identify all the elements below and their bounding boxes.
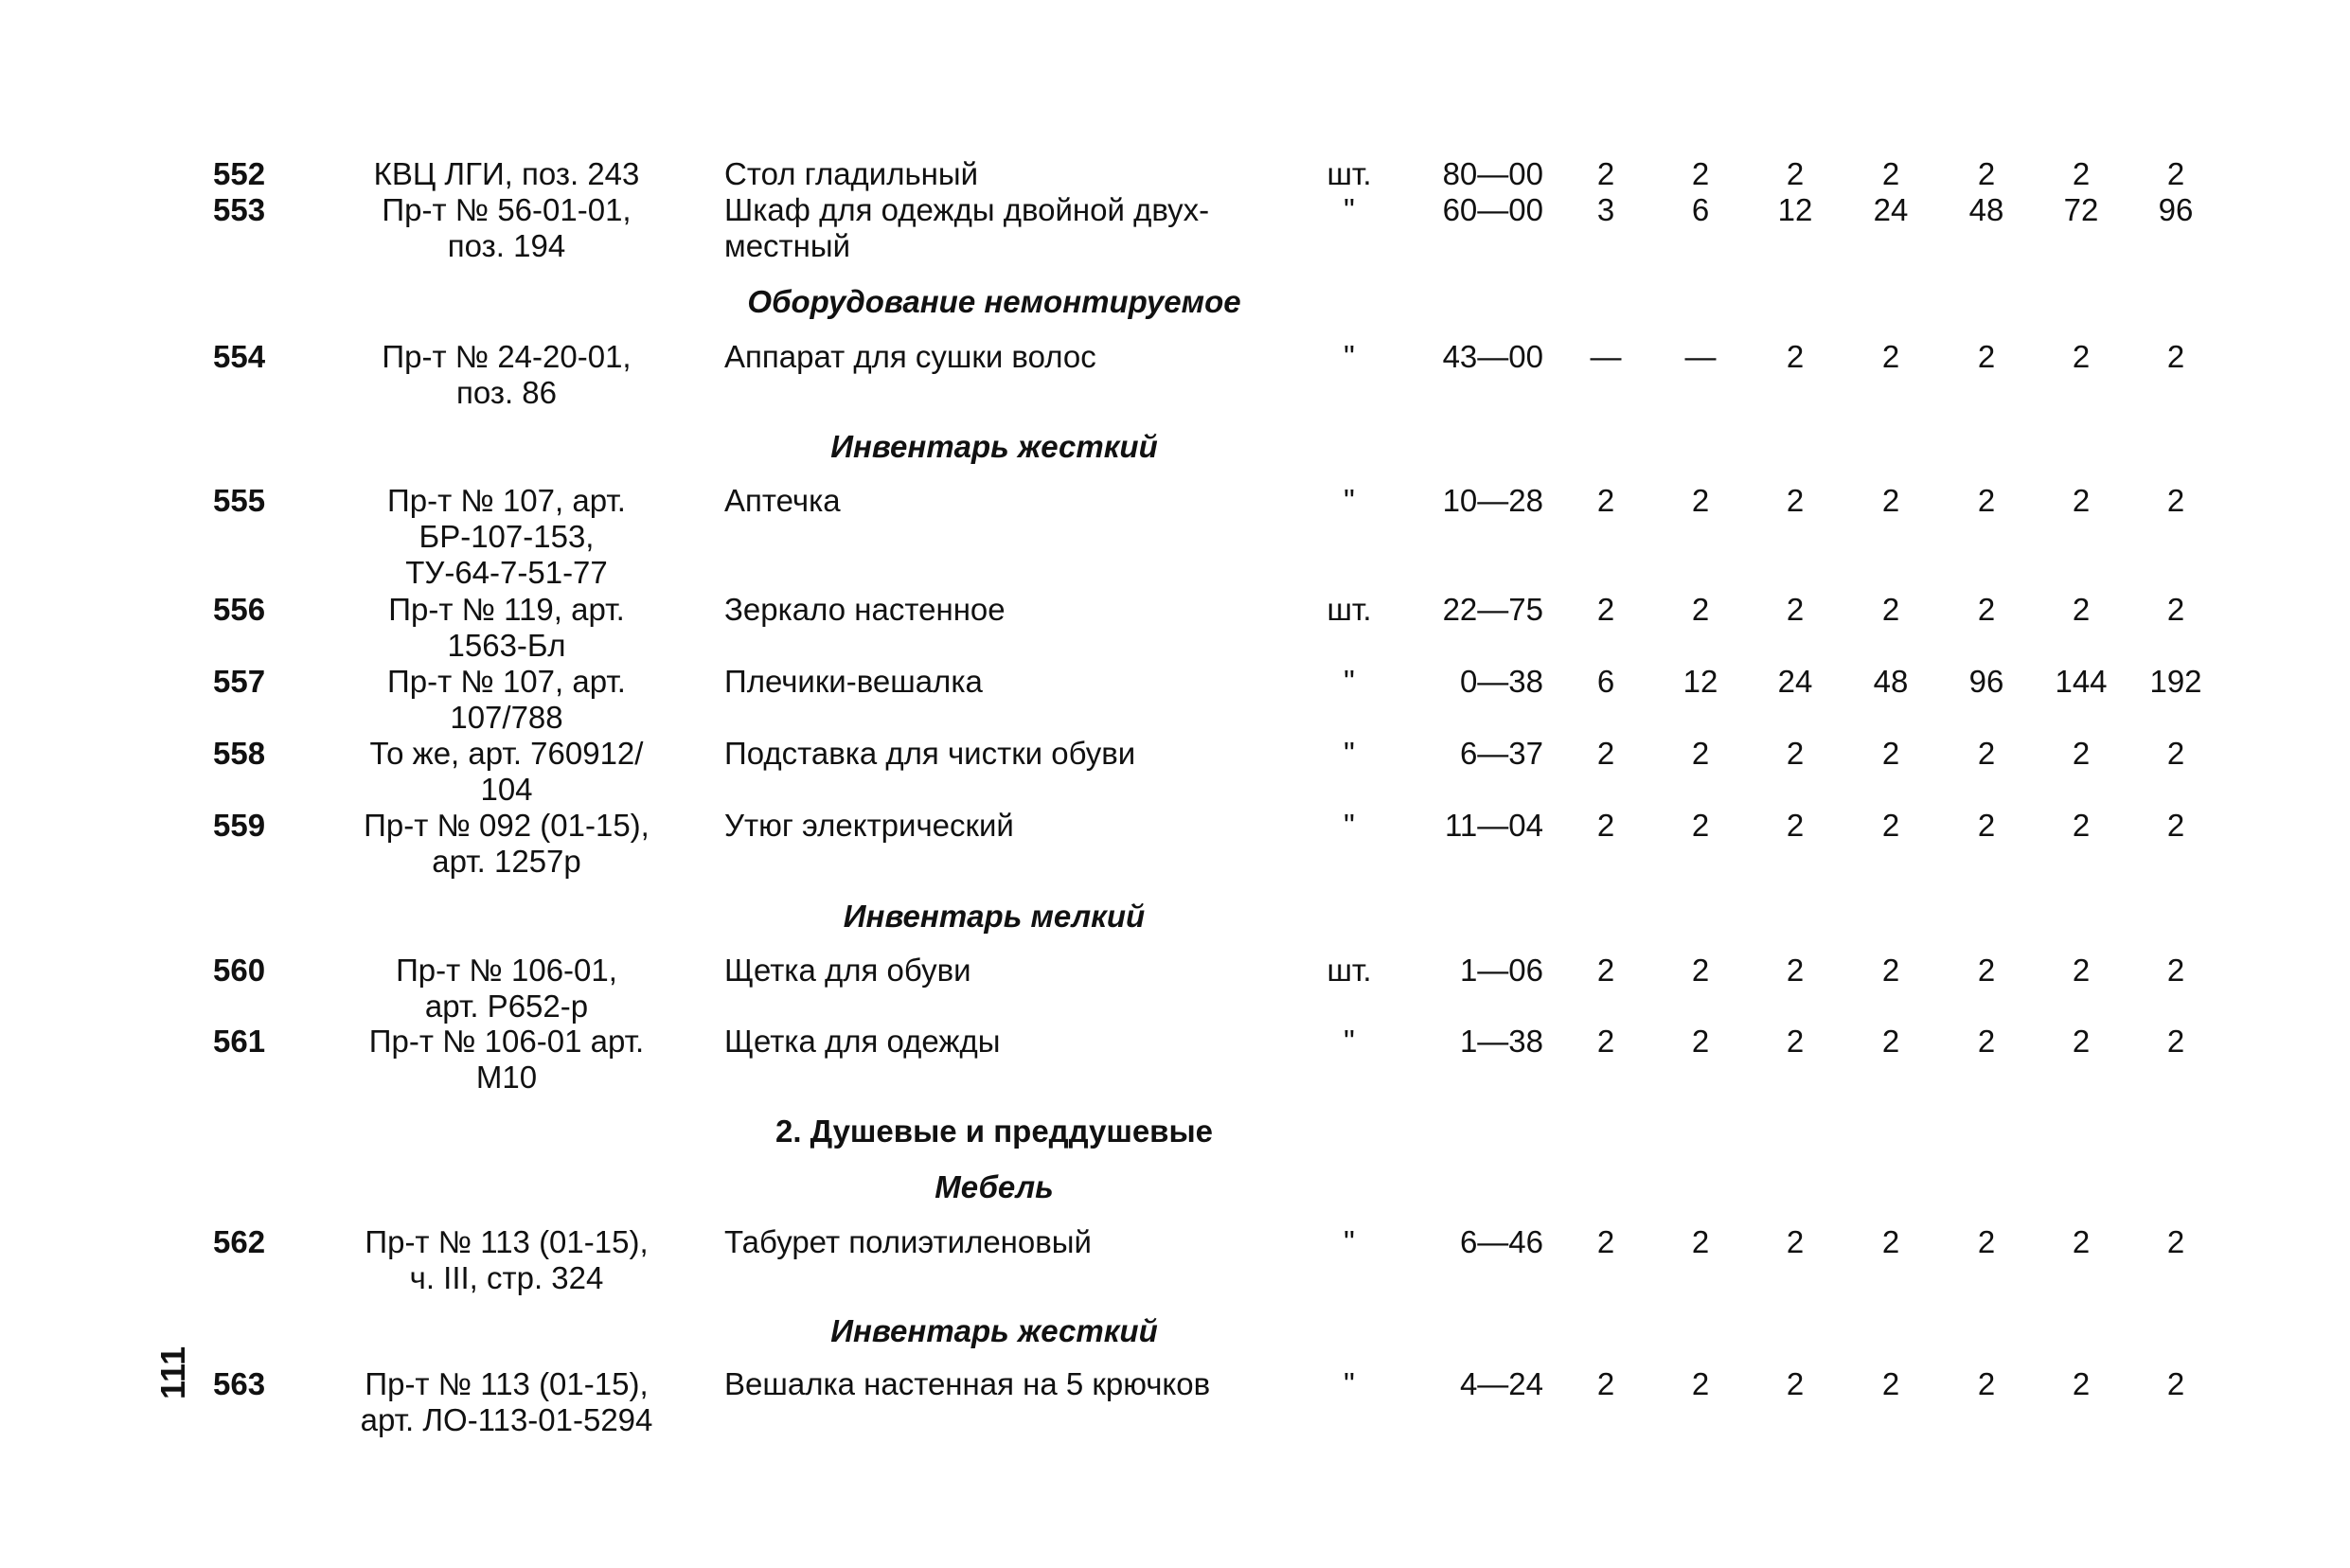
section-heading: 2. Душевые и преддушевые bbox=[774, 1114, 1214, 1149]
quantity-cell: 2 bbox=[2166, 156, 2185, 191]
item-number: 560 bbox=[213, 953, 266, 988]
quantity-cell: 2 bbox=[1786, 339, 1805, 374]
quantity-cell: 2 bbox=[1596, 156, 1615, 191]
quantity-cell: 2 bbox=[2166, 592, 2185, 627]
quantity-cell: — bbox=[1590, 339, 1622, 374]
quantity-cell: 2 bbox=[1691, 736, 1710, 771]
quantity-cell: 2 bbox=[1786, 592, 1805, 627]
quantity-cell: 2 bbox=[1691, 156, 1710, 191]
item-unit: " bbox=[1344, 1024, 1355, 1059]
item-number: 558 bbox=[213, 736, 266, 771]
quantity-cell: 2 bbox=[2166, 1366, 2185, 1401]
item-unit: " bbox=[1344, 1366, 1355, 1401]
item-number: 561 bbox=[213, 1024, 266, 1059]
item-unit: " bbox=[1344, 339, 1355, 374]
subsection-heading: Инвентарь жесткий bbox=[830, 429, 1158, 464]
quantity-cell: 72 bbox=[2063, 192, 2099, 227]
quantity-cell: 2 bbox=[1977, 156, 1996, 191]
quantity-cell: 2 bbox=[1596, 736, 1615, 771]
item-name: Плечики-вешалка bbox=[724, 664, 983, 699]
item-unit: шт. bbox=[1326, 592, 1372, 627]
quantity-cell: 2 bbox=[1881, 1024, 1900, 1059]
quantity-cell: 2 bbox=[1881, 808, 1900, 843]
quantity-cell: 2 bbox=[1596, 953, 1615, 988]
item-unit: " bbox=[1344, 664, 1355, 699]
item-number: 556 bbox=[213, 592, 266, 627]
quantity-cell: 2 bbox=[1881, 1224, 1900, 1259]
quantity-cell: 2 bbox=[1977, 736, 1996, 771]
item-reference: Пр-т № 24-20-01, поз. 86 bbox=[382, 339, 632, 410]
quantity-cell: 2 bbox=[1786, 1024, 1805, 1059]
quantity-cell: 2 bbox=[2166, 953, 2185, 988]
quantity-cell: 2 bbox=[1786, 483, 1805, 518]
page-number: 111 bbox=[153, 1345, 192, 1399]
quantity-cell: 2 bbox=[1881, 156, 1900, 191]
quantity-cell: 2 bbox=[2166, 339, 2185, 374]
quantity-cell: 2 bbox=[1691, 808, 1710, 843]
quantity-cell: 2 bbox=[1977, 1024, 1996, 1059]
item-unit: " bbox=[1344, 736, 1355, 771]
quantity-cell: 12 bbox=[1777, 192, 1813, 227]
item-price: 1—06 bbox=[1459, 953, 1543, 988]
item-name: Утюг электрический bbox=[724, 808, 1014, 843]
item-unit: " bbox=[1344, 483, 1355, 518]
item-price: 6—46 bbox=[1459, 1224, 1543, 1259]
quantity-cell: 2 bbox=[2166, 736, 2185, 771]
quantity-cell: 2 bbox=[1881, 483, 1900, 518]
item-reference: Пр-т № 113 (01-15), арт. ЛО-113-01-5294 bbox=[360, 1366, 653, 1437]
quantity-cell: 2 bbox=[2072, 1024, 2091, 1059]
item-price: 43—00 bbox=[1442, 339, 1543, 374]
item-number: 562 bbox=[213, 1224, 266, 1259]
item-unit: шт. bbox=[1326, 156, 1372, 191]
quantity-cell: 2 bbox=[1881, 1366, 1900, 1401]
quantity-cell: 24 bbox=[1777, 664, 1813, 699]
quantity-cell: 2 bbox=[1786, 1366, 1805, 1401]
item-price: 22—75 bbox=[1442, 592, 1543, 627]
quantity-cell: 2 bbox=[1977, 339, 1996, 374]
item-number: 559 bbox=[213, 808, 266, 843]
quantity-cell: 144 bbox=[2055, 664, 2108, 699]
item-unit: шт. bbox=[1326, 953, 1372, 988]
quantity-cell: 2 bbox=[2072, 483, 2091, 518]
quantity-cell: 2 bbox=[1786, 1224, 1805, 1259]
quantity-cell: 2 bbox=[1786, 808, 1805, 843]
quantity-cell: 2 bbox=[1691, 953, 1710, 988]
item-number: 553 bbox=[213, 192, 266, 227]
quantity-cell: 2 bbox=[2072, 736, 2091, 771]
subsection-heading: Мебель bbox=[935, 1169, 1054, 1204]
item-number: 563 bbox=[213, 1366, 266, 1401]
item-unit: " bbox=[1344, 808, 1355, 843]
item-unit: " bbox=[1344, 192, 1355, 227]
quantity-cell: 2 bbox=[2166, 1024, 2185, 1059]
quantity-cell: 2 bbox=[1691, 1024, 1710, 1059]
quantity-cell: 2 bbox=[1596, 808, 1615, 843]
quantity-cell: 2 bbox=[1691, 1224, 1710, 1259]
quantity-cell: 24 bbox=[1873, 192, 1909, 227]
quantity-cell: 2 bbox=[2072, 953, 2091, 988]
quantity-cell: 96 bbox=[1968, 664, 2004, 699]
quantity-cell: 2 bbox=[1881, 592, 1900, 627]
item-name: Аптечка bbox=[724, 483, 841, 518]
quantity-cell: 96 bbox=[2158, 192, 2194, 227]
quantity-cell: 2 bbox=[2166, 808, 2185, 843]
item-reference: Пр-т № 106-01 арт. М10 bbox=[368, 1024, 645, 1095]
quantity-cell: 2 bbox=[2072, 156, 2091, 191]
quantity-cell: 2 bbox=[1881, 339, 1900, 374]
quantity-cell: 6 bbox=[1691, 192, 1710, 227]
quantity-cell: 2 bbox=[1977, 1224, 1996, 1259]
item-reference: КВЦ ЛГИ, поз. 243 bbox=[373, 156, 640, 191]
quantity-cell: 2 bbox=[1596, 1024, 1615, 1059]
quantity-cell: 2 bbox=[1596, 1366, 1615, 1401]
quantity-cell: — bbox=[1684, 339, 1717, 374]
item-name: Шкаф для одежды двойной двух- местный bbox=[724, 192, 1210, 263]
quantity-cell: 2 bbox=[2166, 483, 2185, 518]
subsection-heading: Инвентарь мелкий bbox=[843, 899, 1146, 934]
item-reference: То же, арт. 760912/ 104 bbox=[369, 736, 644, 807]
quantity-cell: 2 bbox=[1596, 1224, 1615, 1259]
item-name: Подставка для чистки обуви bbox=[724, 736, 1136, 771]
item-name: Аппарат для сушки волос bbox=[724, 339, 1096, 374]
quantity-cell: 12 bbox=[1682, 664, 1718, 699]
table-row bbox=[0, 1366, 2350, 1480]
item-reference: Пр-т № 113 (01-15), ч. III, стр. 324 bbox=[365, 1224, 649, 1295]
quantity-cell: 2 bbox=[1596, 483, 1615, 518]
quantity-cell: 2 bbox=[2072, 339, 2091, 374]
quantity-cell: 192 bbox=[2149, 664, 2202, 699]
quantity-cell: 2 bbox=[1977, 953, 1996, 988]
quantity-cell: 2 bbox=[1977, 483, 1996, 518]
item-reference: Пр-т № 106-01, арт. Р652-р bbox=[396, 953, 617, 1024]
quantity-cell: 2 bbox=[1977, 808, 1996, 843]
quantity-cell: 2 bbox=[1691, 1366, 1710, 1401]
quantity-cell: 2 bbox=[1786, 953, 1805, 988]
subsection-heading: Инвентарь жесткий bbox=[830, 1313, 1158, 1348]
quantity-cell: 2 bbox=[1977, 592, 1996, 627]
item-name: Щетка для обуви bbox=[724, 953, 971, 988]
table-row bbox=[0, 483, 2350, 597]
item-reference: Пр-т № 107, арт. БР-107-153, ТУ-64-7-51-77 bbox=[387, 483, 626, 590]
item-reference: Пр-т № 107, арт. 107/788 bbox=[387, 664, 626, 735]
quantity-cell: 2 bbox=[1881, 736, 1900, 771]
item-price: 0—38 bbox=[1459, 664, 1543, 699]
item-price: 11—04 bbox=[1445, 808, 1543, 843]
quantity-cell: 3 bbox=[1596, 192, 1615, 227]
item-price: 1—38 bbox=[1459, 1024, 1543, 1059]
quantity-cell: 2 bbox=[2072, 1224, 2091, 1259]
quantity-cell: 2 bbox=[1691, 483, 1710, 518]
item-number: 555 bbox=[213, 483, 266, 518]
item-number: 557 bbox=[213, 664, 266, 699]
item-reference: Пр-т № 092 (01-15), арт. 1257р bbox=[364, 808, 650, 879]
item-unit: " bbox=[1344, 1224, 1355, 1259]
item-price: 60—00 bbox=[1442, 192, 1543, 227]
item-number: 552 bbox=[213, 156, 266, 191]
quantity-cell: 2 bbox=[2072, 1366, 2091, 1401]
quantity-cell: 2 bbox=[1977, 1366, 1996, 1401]
subsection-heading: Оборудование немонтируемое bbox=[747, 284, 1241, 319]
item-price: 10—28 bbox=[1442, 483, 1543, 518]
quantity-cell: 48 bbox=[1968, 192, 2004, 227]
item-price: 4—24 bbox=[1459, 1366, 1543, 1401]
quantity-cell: 6 bbox=[1596, 664, 1615, 699]
item-name: Зеркало настенное bbox=[724, 592, 1006, 627]
quantity-cell: 2 bbox=[1786, 736, 1805, 771]
quantity-cell: 2 bbox=[1596, 592, 1615, 627]
quantity-cell: 2 bbox=[1786, 156, 1805, 191]
item-reference: Пр-т № 119, арт. 1563-Бл bbox=[388, 592, 625, 663]
item-name: Щетка для одежды bbox=[724, 1024, 1001, 1059]
quantity-cell: 2 bbox=[1881, 953, 1900, 988]
item-name: Вешалка настенная на 5 крючков bbox=[724, 1366, 1211, 1401]
item-name: Стол гладильный bbox=[724, 156, 979, 191]
item-name: Табурет полиэтиленовый bbox=[724, 1224, 1092, 1259]
item-price: 80—00 bbox=[1442, 156, 1543, 191]
item-price: 6—37 bbox=[1459, 736, 1543, 771]
quantity-cell: 2 bbox=[2072, 592, 2091, 627]
quantity-cell: 2 bbox=[2166, 1224, 2185, 1259]
item-number: 554 bbox=[213, 339, 266, 374]
quantity-cell: 48 bbox=[1873, 664, 1909, 699]
quantity-cell: 2 bbox=[1691, 592, 1710, 627]
quantity-cell: 2 bbox=[2072, 808, 2091, 843]
item-reference: Пр-т № 56-01-01, поз. 194 bbox=[382, 192, 632, 263]
